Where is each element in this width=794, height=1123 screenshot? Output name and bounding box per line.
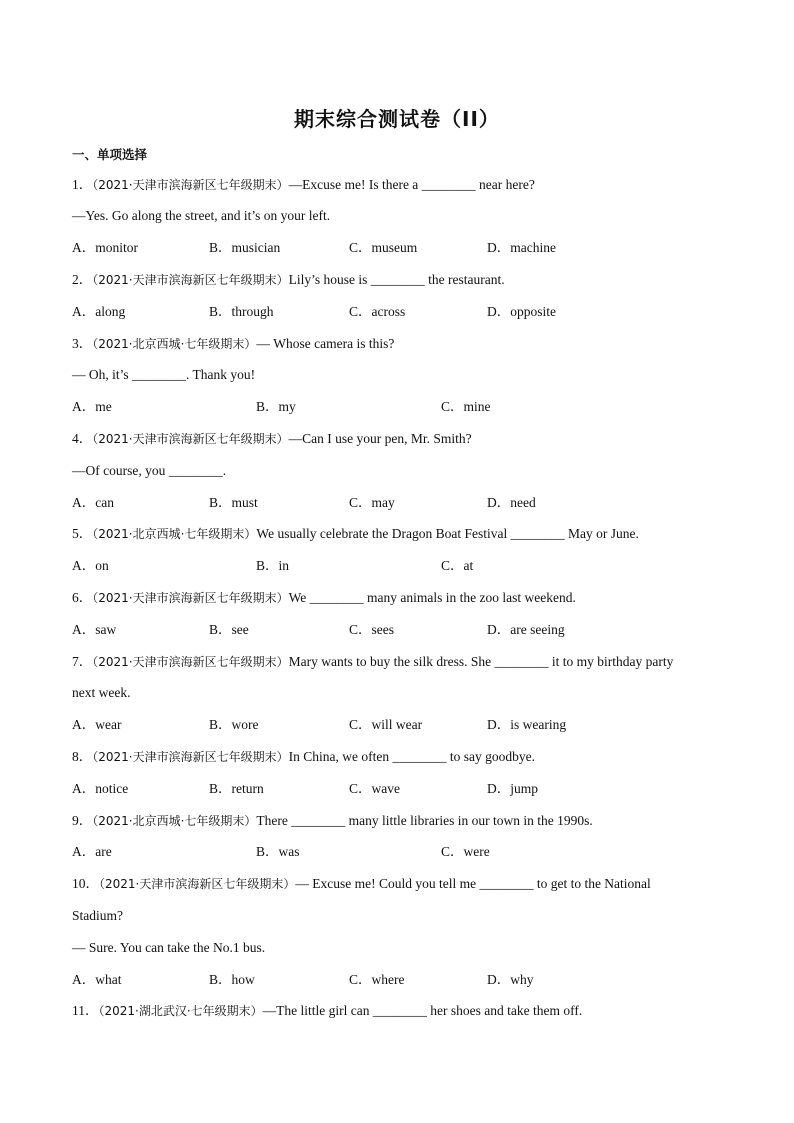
section-heading: 一、单项选择: [72, 147, 148, 162]
question-number: 3．: [72, 336, 93, 351]
q4-option-c: C．may: [349, 495, 395, 510]
question-4: [72, 430, 472, 448]
question-source: （2021·北京西城·七年级期末）: [92, 814, 257, 828]
question-text: — Excuse me! Could you tell me ________ to get to the National: [295, 876, 651, 891]
question-source: （2021·天津市滨海新区七年级期末）: [99, 877, 296, 891]
q8-option-a: A．notice: [72, 781, 129, 796]
question-3-line-2: — Oh, it’s ________. Thank you!: [72, 367, 256, 382]
question-number: 7．: [72, 654, 93, 669]
question-number: 6．: [72, 590, 93, 605]
question-text: Mary wants to buy the silk dress. She ________ it to my birthday party: [288, 654, 674, 669]
q4-option-d: D．need: [487, 495, 536, 510]
question-source: （2021·天津市滨海新区七年级期末）: [92, 655, 289, 669]
q4-option-a: A．can: [72, 495, 114, 510]
question-text: —Can I use your pen, Mr. Smith?: [288, 431, 472, 446]
question-number: 10．: [72, 876, 99, 891]
q9-option-a: A．are: [72, 844, 112, 859]
q7-option-b: B．wore: [209, 717, 259, 732]
question-text: In China, we often ________ to say goodbye.: [288, 749, 535, 764]
question-source: （2021·天津市滨海新区七年级期末）: [92, 432, 289, 446]
question-10: [72, 875, 651, 893]
question-number: 5．: [72, 526, 93, 541]
q1-option-a: A．monitor: [72, 240, 138, 255]
question-text: There ________ many little libraries in our town in the 1990s.: [256, 813, 593, 828]
question-text: — Whose camera is this?: [256, 336, 395, 351]
question-number: 8．: [72, 749, 93, 764]
question-3: [72, 335, 394, 353]
q2-option-d: D．opposite: [487, 304, 556, 319]
q1-option-c: C．museum: [349, 240, 418, 255]
q10-option-d: D．why: [487, 972, 534, 987]
question-1: [72, 176, 535, 194]
q1-option-b: B．musician: [209, 240, 281, 255]
question-source: （2021·北京西城·七年级期末）: [92, 337, 257, 351]
q1-option-d: D．machine: [487, 240, 556, 255]
question-text: —Excuse me! Is there a ________ near here?: [288, 177, 535, 192]
q5-option-c: C．at: [441, 558, 474, 573]
q8-option-c: C．wave: [349, 781, 400, 796]
question-source: （2021·湖北武汉·七年级期末）: [98, 1004, 263, 1018]
q5-option-b: B．in: [256, 558, 290, 573]
question-10-line-3: — Sure. You can take the No.1 bus.: [72, 940, 266, 955]
q6-option-d: D．are seeing: [487, 622, 565, 637]
question-source: （2021·天津市滨海新区七年级期末）: [92, 273, 289, 287]
q6-option-b: B．see: [209, 622, 249, 637]
question-number: 2．: [72, 272, 93, 287]
q8-option-b: B．return: [209, 781, 264, 796]
question-number: 11．: [72, 1003, 99, 1018]
q7-option-a: A．wear: [72, 717, 122, 732]
question-4-line-2: —Of course, you ________.: [72, 463, 227, 478]
question-10-line-2: Stadium?: [72, 908, 123, 923]
question-text: We usually celebrate the Dragon Boat Festival ________ May or June.: [256, 526, 639, 541]
question-11: [72, 1002, 582, 1020]
question-number: 1．: [72, 177, 93, 192]
question-source: （2021·天津市滨海新区七年级期末）: [92, 591, 289, 605]
question-9: [72, 812, 593, 830]
q6-option-a: A．saw: [72, 622, 117, 637]
question-1-line-2: —Yes. Go along the street, and it’s on your left.: [72, 208, 331, 223]
q4-option-b: B．must: [209, 495, 258, 510]
q6-option-c: C．sees: [349, 622, 394, 637]
question-5: [72, 525, 639, 543]
q9-option-c: C．were: [441, 844, 490, 859]
question-source: （2021·北京西城·七年级期末）: [92, 527, 257, 541]
page-title: 期末综合测试卷（II）: [294, 107, 500, 131]
q7-option-c: C．will wear: [349, 717, 423, 732]
q2-option-b: B．through: [209, 304, 274, 319]
q5-option-a: A．on: [72, 558, 109, 573]
q3-option-b: B．my: [256, 399, 296, 414]
question-6: [72, 589, 576, 607]
question-8: [72, 748, 535, 766]
q7-option-d: D．is wearing: [487, 717, 567, 732]
q10-option-a: A．what: [72, 972, 122, 987]
question-text: Lily’s house is ________ the restaurant.: [288, 272, 505, 287]
question-source: （2021·天津市滨海新区七年级期末）: [92, 178, 289, 192]
q3-option-c: C．mine: [441, 399, 491, 414]
q10-option-b: B．how: [209, 972, 255, 987]
q2-option-c: C．across: [349, 304, 406, 319]
q2-option-a: A．along: [72, 304, 126, 319]
question-7: [72, 653, 673, 671]
question-text: —The little girl can ________ her shoes and take them off.: [262, 1003, 583, 1018]
q9-option-b: B．was: [256, 844, 300, 859]
question-number: 4．: [72, 431, 93, 446]
question-number: 9．: [72, 813, 93, 828]
question-2: [72, 271, 505, 289]
question-7-line-2: next week.: [72, 685, 131, 700]
question-text: We ________ many animals in the zoo last weekend.: [288, 590, 576, 605]
q3-option-a: A．me: [72, 399, 112, 414]
q10-option-c: C．where: [349, 972, 405, 987]
q8-option-d: D．jump: [487, 781, 539, 796]
question-source: （2021·天津市滨海新区七年级期末）: [92, 750, 289, 764]
